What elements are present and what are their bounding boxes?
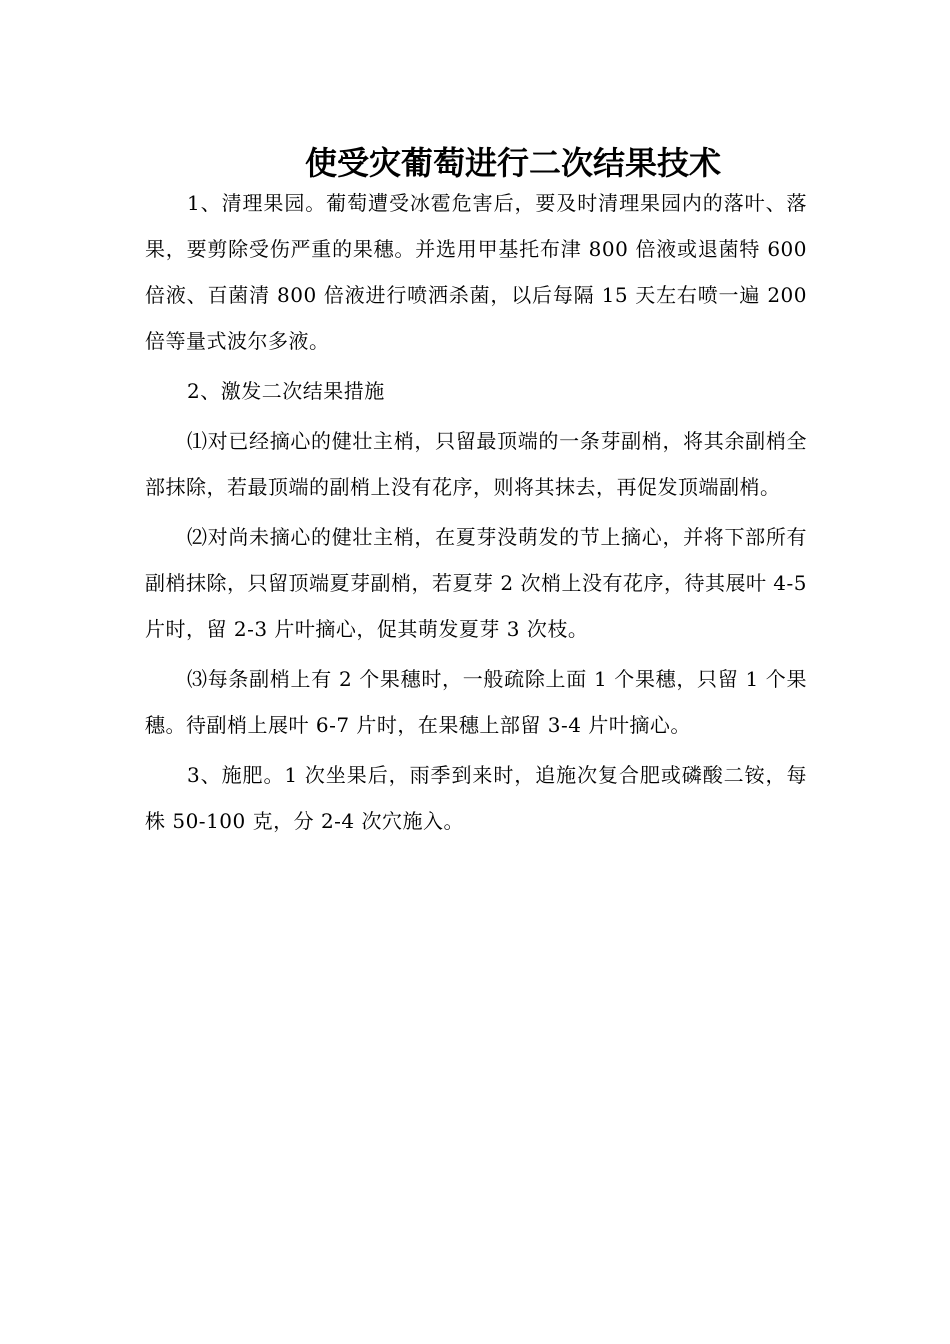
paragraph-fertilizing: 3、施肥。1 次坐果后，雨季到来时，追施次复合肥或磷酸二铵，每株 50-100 克，分 2-4 次穴施入。 [145,763,807,833]
paragraph-second-fruiting-heading: 2、激发二次结果措施 [187,379,385,403]
document-title: 使受灾葡萄进行二次结果技术 [304,144,721,183]
paragraph-orchard-cleanup: 1、清理果园。葡萄遭受冰雹危害后，要及时清理果园内的落叶、落果，要剪除受伤严重的果穗。并选用甲基托布津 800 倍液或退菌特 600 倍液、百菌清 800 倍液进行喷洒杀菌，以后每隔 15 天左右喷一遍 200 倍等量式波尔多液。 [145,191,807,353]
paragraph-step-3: ⑶每条副梢上有 2 个果穗时，一般疏除上面 1 个果穗，只留 1 个果穗。待副梢上展叶 6-7 片时，在果穗上部留 3-4 片叶摘心。 [145,667,807,737]
paragraph-step-2: ⑵对尚未摘心的健壮主梢，在夏芽没萌发的节上摘心，并将下部所有副梢抹除，只留顶端夏芽副梢，若夏芽 2 次梢上没有花序，待其展叶 4-5 片时，留 2-3 片叶摘心，促其萌发夏芽 3 次枝。 [145,525,808,641]
paragraph-step-1: ⑴对已经摘心的健壮主梢，只留最顶端的一条芽副梢，将其余副梢全部抹除，若最顶端的副梢上没有花序，则将其抹去，再促发顶端副梢。 [145,429,807,499]
document-body [145,180,807,848]
